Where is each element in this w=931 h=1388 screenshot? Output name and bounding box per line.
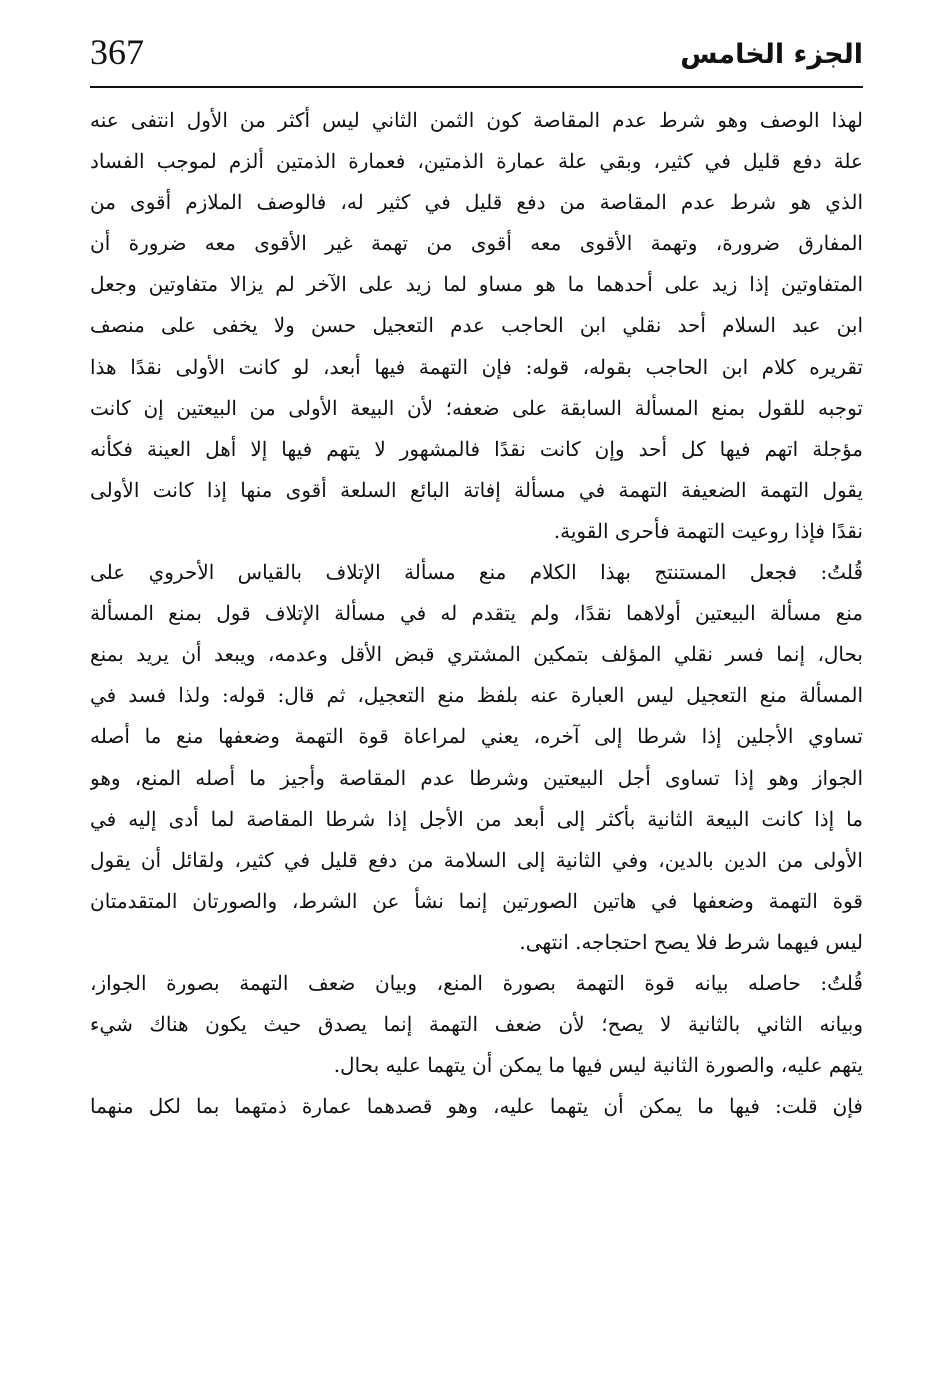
text-line: منع مسألة البيعتين أولاهما نقدًا، ولم يتقدم له في مسألة الإتلاف قول بمنع المسألة — [90, 601, 863, 626]
text-line: بحال، إنما فسر نقلي المؤلف بتمكين المشتري قبض الأقل وعدمه، ويبعد أن يريد بمنع — [90, 642, 863, 667]
text-line: تساوي الأجلين إذا شرطا إلى آخره، يعني لمراعاة قوة التهمة وضعفها منع ما أصله — [90, 724, 863, 749]
text-line: المسألة منع التعجيل ليس العبارة عنه بلفظ منع التعجيل، ثم قال: قوله: ولذا فسد في — [90, 683, 863, 708]
text-line: ابن عبد السلام أحد نقلي ابن الحاجب عدم التعجيل حسن ولا يخفى على منصف — [90, 313, 863, 338]
paragraph-4 — [90, 1086, 863, 1127]
text-line: الذي هو شرط عدم المقاصة من دفع قليل في كثير له، فالوصف الملازم أقوى من — [90, 190, 863, 215]
text-line: فإن قلت: فيها ما يمكن أن يتهما عليه، وهو قصدهما عمارة ذمتهما بما لكل منهما — [90, 1094, 863, 1119]
text-line: يتهم عليه، والصورة الثانية ليس فيها ما يمكن أن يتهما عليه بحال. — [333, 1053, 863, 1078]
text-line: علة دفع قليل في كثير، وبقي علة عمارة الذمتين، فعمارة الذمتين ألزم لموجب الفساد — [90, 149, 863, 174]
text-line: نقدًا فإذا روعيت التهمة فأحرى القوية. — [553, 518, 863, 543]
text-line: ليس فيهما شرط فلا يصح احتجاجه. انتهى. — [519, 929, 863, 954]
paragraph-1 — [90, 100, 863, 552]
paragraph-2 — [90, 552, 863, 963]
page-header — [90, 28, 863, 84]
text-line: توجبه للقول بمنع المسألة السابقة على ضعفه؛ لأن البيعة الأولى من البيعتين إن كانت — [90, 395, 863, 420]
text-line: المتفاوتين إذا زيد على أحدهما ما هو مساو لما زيد على الآخر لم يزالا متفاوتين وجعل — [90, 272, 863, 297]
text-line: تقريره كلام ابن الحاجب بقوله، قوله: فإن التهمة فيها أبعد، لو كانت الأولى نقدًا هذا — [90, 354, 863, 379]
text-line: لهذا الوصف وهو شرط عدم المقاصة كون الثمن الثاني ليس أكثر من الأول انتفى عنه — [90, 108, 863, 132]
page-number: 367 — [90, 32, 144, 72]
header-divider — [90, 86, 863, 88]
text-line: الأولى من الدين بالدين، وفي الثانية إلى السلامة من دفع قليل في كثير، ولقائل أن يقول — [90, 847, 863, 872]
text-line: قُلتُ: حاصله بيانه قوة التهمة بصورة المنع، وبيان ضعف التهمة بصورة الجواز، — [90, 970, 863, 995]
paragraph-3 — [90, 963, 863, 1086]
section-title: الجزء الخامس — [680, 39, 863, 70]
text-line: المفارق ضرورة، وتهمة الأقوى معه أقوى من تهمة غير الأقوى معه ضرورة أن — [90, 231, 863, 256]
text-line: وبيانه الثاني بالثانية لا يصح؛ لأن ضعف التهمة إنما يصدق حيث يكون هناك شيء — [90, 1012, 863, 1037]
body-text — [90, 100, 863, 1127]
text-line: ما إذا كانت البيعة الثانية بأكثر إلى أبعد من الأجل إذا شرطا المقاصة لما أدى إليه في — [90, 806, 863, 831]
text-line: الجواز وهو إذا تساوى أجل البيعتين وشرطا عدم المقاصة وأجيز ما أصله المنع، وهو — [90, 765, 863, 790]
text-line: مؤجلة اتهم فيها كل أحد وإن كانت نقدًا فالمشهور لا يتهم فيها إلا أهل العينة فكأنه — [90, 436, 863, 461]
text-line: قُلتُ: فجعل المستنتج بهذا الكلام منع مسألة الإتلاف بالقياس الأحروي على — [90, 560, 863, 585]
text-line: قوة التهمة وضعفها في هاتين الصورتين إنما نشأ عن الشرط، والصورتان المتقدمتان — [90, 888, 863, 913]
text-line: يقول التهمة الضعيفة التهمة في مسألة إفاتة البائع السلعة أقوى منها إذا كانت الأولى — [90, 477, 863, 502]
